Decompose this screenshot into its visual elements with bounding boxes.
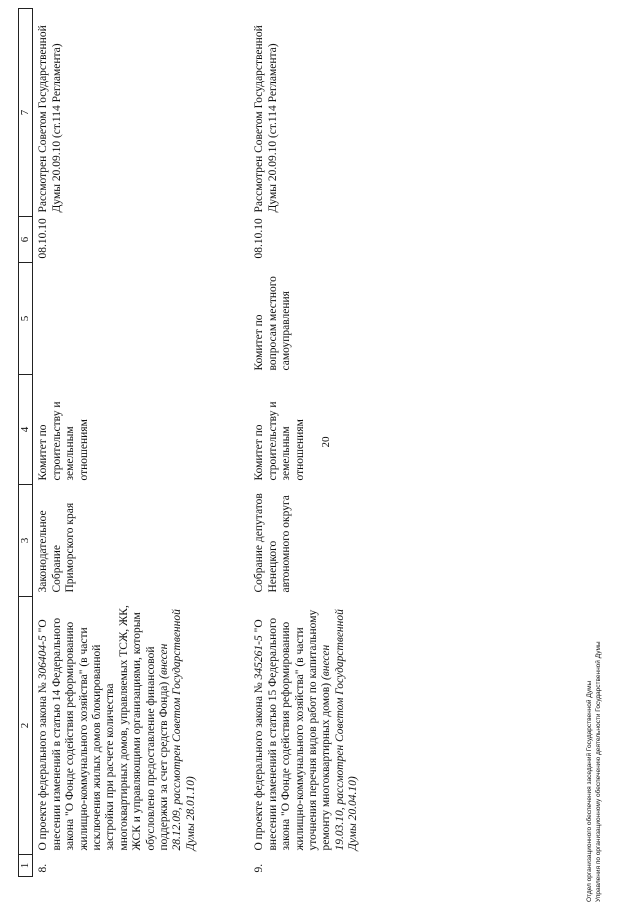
header-col-6: 6	[19, 217, 33, 263]
bill-description	[249, 597, 423, 855]
date: 08.10.10	[253, 218, 266, 259]
footer-line-2: Управления по организационному обеспечению деятельности Государственной Думы	[594, 641, 602, 902]
date: 08.10.10	[37, 218, 50, 259]
row-number: 8.	[37, 863, 50, 873]
header-col-7: 7	[19, 9, 33, 217]
footer-line-1: Отдел организационного обеспечения заседаний Государственной Думы	[586, 680, 593, 902]
table-header-row	[19, 9, 33, 877]
header-col-3: 3	[19, 485, 33, 597]
header-col-5: 5	[19, 263, 33, 375]
bill-text: "О внесении изменений в статью 15 Федерального закона "О Фонде содействия реформированию жилищно-коммунального хозяйства" (в части уточнения перечня видов работ по капитальному ремонту многоквартирных домов)	[253, 609, 333, 851]
header-col-4: 4	[19, 375, 33, 485]
bill-note: (внесен 19.03.10, рассмотрен Советом Государственной Думы 20.04.10)	[320, 609, 360, 851]
table-row	[249, 9, 423, 877]
bill-number: 345261-5	[253, 635, 266, 680]
co-committee	[33, 263, 250, 375]
co-committee: Комитет по вопросам местного самоуправления	[253, 276, 293, 371]
responsible-committee: Комитет по строительству и земельным отношениям	[253, 401, 306, 481]
row-number: 9.	[253, 863, 266, 873]
responsible-committee: Комитет по строительству и земельным отношениям	[37, 401, 90, 481]
header-col-1: 1	[19, 855, 33, 877]
bill-text: "О внесении изменений в статью 14 Федерального закона "О Фонде содействия реформированию жилищно-коммунального хозяйства" (в части исключения жилых домов блокированной застройки при расчете количества многоквартирных домов, управляемых ТСЖ, ЖК, ЖСК и управляющими организациями, которым обусловлено предоставление финансовой поддержки за счет средств Фонда)	[37, 605, 171, 851]
header-col-2: 2	[19, 597, 33, 855]
page-number: 20	[320, 436, 332, 448]
bill-title-prefix: О проекте федерального закона №	[253, 679, 266, 851]
rotated-table-wrapper	[18, 9, 423, 877]
footer	[586, 612, 603, 902]
bill-title-prefix: О проекте федерального закона №	[37, 679, 50, 851]
bill-note: (внесен 28.12.09, рассмотрен Советом Государственной Думы 28.01.10)	[158, 609, 197, 851]
bill-description	[33, 597, 250, 855]
table-row	[33, 9, 250, 877]
bills-table	[18, 8, 423, 877]
status: Рассмотрен Советом Государственной Думы 20.09.10 (ст.114 Регламента)	[253, 25, 279, 213]
bill-number: 306404-5	[37, 635, 50, 680]
status: Рассмотрен Советом Государственной Думы 20.09.10 (ст.114 Регламента)	[37, 25, 63, 213]
bill-author: Собрание депутатов Ненецкого автономного округа	[253, 493, 293, 593]
bill-author: Законодательное Собрание Приморского края	[37, 502, 77, 593]
